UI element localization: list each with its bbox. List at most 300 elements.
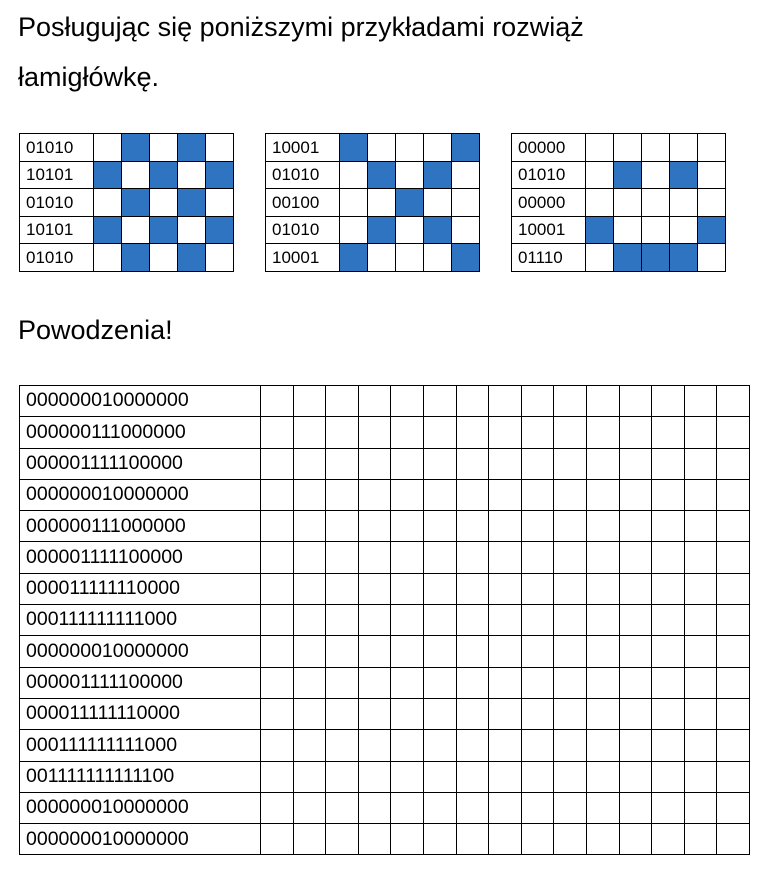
puzzle-cell[interactable]: [652, 636, 685, 667]
puzzle-cell[interactable]: [261, 573, 294, 604]
puzzle-cell[interactable]: [717, 792, 750, 823]
puzzle-cell[interactable]: [521, 636, 554, 667]
puzzle-cell[interactable]: [326, 605, 359, 636]
puzzle-cell[interactable]: [293, 417, 326, 448]
puzzle-cell[interactable]: [326, 417, 359, 448]
puzzle-cell[interactable]: [358, 479, 391, 510]
binary-code-label: 01010: [512, 161, 586, 189]
puzzle-cell[interactable]: [391, 824, 424, 855]
puzzle-cell[interactable]: [261, 730, 294, 761]
puzzle-cell[interactable]: [423, 573, 456, 604]
puzzle-cell[interactable]: [326, 636, 359, 667]
puzzle-cell[interactable]: [652, 698, 685, 729]
binary-code-label: 000011111110000: [20, 698, 261, 729]
puzzle-cell[interactable]: [326, 511, 359, 542]
puzzle-cell[interactable]: [358, 386, 391, 417]
puzzle-cell[interactable]: [489, 386, 522, 417]
puzzle-cell[interactable]: [619, 542, 652, 573]
puzzle-cell[interactable]: [652, 573, 685, 604]
example-row: [512, 134, 726, 162]
puzzle-cell[interactable]: [521, 698, 554, 729]
puzzle-cell[interactable]: [456, 573, 489, 604]
puzzle-cell[interactable]: [586, 479, 619, 510]
puzzle-cell[interactable]: [717, 605, 750, 636]
binary-code-label: 01010: [266, 216, 340, 244]
puzzle-cell[interactable]: [586, 448, 619, 479]
grid-cell: [150, 189, 178, 217]
puzzle-cell[interactable]: [489, 730, 522, 761]
example-row: [20, 134, 234, 162]
grid-cell: [340, 189, 368, 217]
grid-cell: [396, 216, 424, 244]
grid-cell: [368, 244, 396, 272]
puzzle-cell[interactable]: [521, 667, 554, 698]
puzzle-cell[interactable]: [326, 479, 359, 510]
example-grid-3: [511, 133, 726, 272]
grid-cell: [614, 189, 642, 217]
grid-cell: [452, 244, 480, 272]
puzzle-cell[interactable]: [456, 511, 489, 542]
puzzle-cell[interactable]: [554, 824, 587, 855]
puzzle-cell[interactable]: [456, 417, 489, 448]
puzzle-cell[interactable]: [684, 417, 717, 448]
puzzle-cell[interactable]: [456, 479, 489, 510]
puzzle-cell[interactable]: [521, 792, 554, 823]
puzzle-cell[interactable]: [293, 636, 326, 667]
puzzle-cell[interactable]: [261, 824, 294, 855]
puzzle-cell[interactable]: [684, 605, 717, 636]
puzzle-cell[interactable]: [619, 479, 652, 510]
puzzle-cell[interactable]: [554, 667, 587, 698]
puzzle-cell[interactable]: [489, 824, 522, 855]
puzzle-cell[interactable]: [423, 636, 456, 667]
grid-cell: [614, 161, 642, 189]
grid-cell: [614, 244, 642, 272]
grid-cell: [670, 244, 698, 272]
puzzle-cell[interactable]: [261, 761, 294, 792]
puzzle-cell[interactable]: [293, 761, 326, 792]
puzzle-cell[interactable]: [293, 511, 326, 542]
puzzle-cell[interactable]: [652, 542, 685, 573]
puzzle-row: [20, 511, 750, 542]
puzzle-cell[interactable]: [456, 761, 489, 792]
puzzle-cell[interactable]: [619, 698, 652, 729]
puzzle-cell[interactable]: [391, 792, 424, 823]
binary-code-label: 000111111111000: [20, 730, 261, 761]
puzzle-cell[interactable]: [684, 448, 717, 479]
puzzle-cell[interactable]: [326, 698, 359, 729]
puzzle-cell[interactable]: [423, 698, 456, 729]
example-grid-2: [265, 133, 480, 272]
puzzle-cell[interactable]: [586, 636, 619, 667]
puzzle-cell[interactable]: [326, 573, 359, 604]
puzzle-cell[interactable]: [489, 605, 522, 636]
puzzle-cell[interactable]: [521, 479, 554, 510]
puzzle-cell[interactable]: [423, 417, 456, 448]
puzzle-row: [20, 792, 750, 823]
puzzle-cell[interactable]: [554, 417, 587, 448]
puzzle-cell[interactable]: [554, 479, 587, 510]
grid-cell: [122, 244, 150, 272]
puzzle-cell[interactable]: [326, 448, 359, 479]
puzzle-cell[interactable]: [456, 730, 489, 761]
puzzle-cell[interactable]: [717, 824, 750, 855]
binary-code-label: 000011111110000: [20, 573, 261, 604]
puzzle-cell[interactable]: [554, 386, 587, 417]
puzzle-cell[interactable]: [717, 761, 750, 792]
puzzle-cell[interactable]: [554, 511, 587, 542]
binary-code-label: 00000: [512, 189, 586, 217]
puzzle-cell[interactable]: [586, 542, 619, 573]
puzzle-row: [20, 605, 750, 636]
binary-code-label: 01010: [20, 189, 94, 217]
puzzle-cell[interactable]: [358, 605, 391, 636]
puzzle-cell[interactable]: [261, 479, 294, 510]
binary-code-label: 000111111111000: [20, 605, 261, 636]
puzzle-cell[interactable]: [717, 667, 750, 698]
puzzle-cell[interactable]: [684, 573, 717, 604]
puzzle-cell[interactable]: [391, 761, 424, 792]
grid-cell: [340, 161, 368, 189]
puzzle-cell[interactable]: [717, 573, 750, 604]
grid-cell: [642, 216, 670, 244]
grid-cell: [368, 161, 396, 189]
puzzle-cell[interactable]: [717, 511, 750, 542]
puzzle-cell[interactable]: [586, 667, 619, 698]
puzzle-cell[interactable]: [391, 511, 424, 542]
puzzle-cell[interactable]: [293, 479, 326, 510]
puzzle-cell[interactable]: [652, 792, 685, 823]
puzzle-cell[interactable]: [391, 417, 424, 448]
puzzle-cell[interactable]: [717, 417, 750, 448]
puzzle-cell[interactable]: [261, 667, 294, 698]
grid-cell: [150, 161, 178, 189]
grid-cell: [698, 189, 726, 217]
puzzle-cell[interactable]: [456, 636, 489, 667]
puzzle-cell[interactable]: [358, 448, 391, 479]
puzzle-cell[interactable]: [652, 761, 685, 792]
puzzle-cell[interactable]: [358, 417, 391, 448]
puzzle-cell[interactable]: [423, 824, 456, 855]
grid-cell: [94, 244, 122, 272]
puzzle-cell[interactable]: [326, 761, 359, 792]
grid-cell: [614, 216, 642, 244]
puzzle-cell[interactable]: [391, 386, 424, 417]
grid-cell: [670, 161, 698, 189]
puzzle-row: [20, 448, 750, 479]
puzzle-cell[interactable]: [521, 386, 554, 417]
puzzle-cell[interactable]: [391, 667, 424, 698]
puzzle-cell[interactable]: [293, 792, 326, 823]
puzzle-cell[interactable]: [456, 824, 489, 855]
puzzle-cell[interactable]: [521, 730, 554, 761]
puzzle-cell[interactable]: [521, 542, 554, 573]
puzzle-cell[interactable]: [684, 542, 717, 573]
puzzle-cell[interactable]: [521, 573, 554, 604]
puzzle-cell[interactable]: [423, 792, 456, 823]
puzzle-cell[interactable]: [423, 605, 456, 636]
puzzle-cell[interactable]: [521, 511, 554, 542]
puzzle-cell[interactable]: [619, 761, 652, 792]
puzzle-cell[interactable]: [521, 605, 554, 636]
puzzle-cell[interactable]: [684, 511, 717, 542]
puzzle-cell[interactable]: [489, 479, 522, 510]
puzzle-cell[interactable]: [293, 386, 326, 417]
puzzle-cell[interactable]: [521, 761, 554, 792]
grid-cell: [178, 244, 206, 272]
puzzle-cell[interactable]: [261, 448, 294, 479]
grid-cell: [642, 189, 670, 217]
puzzle-cell[interactable]: [358, 698, 391, 729]
puzzle-cell[interactable]: [489, 636, 522, 667]
example-row: [512, 189, 726, 217]
puzzle-cell[interactable]: [326, 386, 359, 417]
puzzle-cell[interactable]: [358, 761, 391, 792]
puzzle-cell[interactable]: [586, 730, 619, 761]
puzzle-cell[interactable]: [456, 792, 489, 823]
puzzle-cell[interactable]: [554, 542, 587, 573]
puzzle-cell[interactable]: [423, 542, 456, 573]
puzzle-cell[interactable]: [423, 667, 456, 698]
binary-code-label: 000000010000000: [20, 479, 261, 510]
puzzle-cell[interactable]: [717, 730, 750, 761]
puzzle-cell[interactable]: [326, 824, 359, 855]
puzzle-cell[interactable]: [293, 698, 326, 729]
binary-code-label: 000000010000000: [20, 792, 261, 823]
puzzle-cell[interactable]: [293, 605, 326, 636]
binary-code-label: 000000010000000: [20, 636, 261, 667]
binary-code-label: 000001111100000: [20, 667, 261, 698]
puzzle-cell[interactable]: [652, 448, 685, 479]
puzzle-cell[interactable]: [554, 605, 587, 636]
puzzle-cell[interactable]: [293, 542, 326, 573]
puzzle-cell[interactable]: [261, 417, 294, 448]
puzzle-cell[interactable]: [358, 730, 391, 761]
puzzle-cell[interactable]: [684, 824, 717, 855]
puzzle-cell[interactable]: [261, 636, 294, 667]
puzzle-cell[interactable]: [358, 511, 391, 542]
puzzle-cell[interactable]: [684, 386, 717, 417]
puzzle-cell[interactable]: [293, 448, 326, 479]
grid-cell: [206, 161, 234, 189]
grid-cell: [670, 216, 698, 244]
example-row: [266, 216, 480, 244]
puzzle-cell[interactable]: [358, 636, 391, 667]
puzzle-cell[interactable]: [293, 730, 326, 761]
instruction-text: Posługując się poniższymi przykładami rozwiąż łamigłówkę.: [18, 12, 584, 92]
puzzle-cell[interactable]: [554, 448, 587, 479]
grid-cell: [122, 189, 150, 217]
grid-cell: [122, 134, 150, 162]
puzzle-cell[interactable]: [652, 824, 685, 855]
puzzle-cell[interactable]: [261, 386, 294, 417]
puzzle-cell[interactable]: [489, 511, 522, 542]
grid-cell: [396, 134, 424, 162]
puzzle-cell[interactable]: [554, 636, 587, 667]
puzzle-cell[interactable]: [554, 730, 587, 761]
grid-cell: [424, 244, 452, 272]
binary-code-label: 00000: [512, 134, 586, 162]
puzzle-cell[interactable]: [521, 448, 554, 479]
puzzle-cell[interactable]: [717, 698, 750, 729]
puzzle-cell[interactable]: [423, 479, 456, 510]
puzzle-cell[interactable]: [554, 573, 587, 604]
puzzle-cell[interactable]: [586, 386, 619, 417]
puzzle-cell[interactable]: [684, 667, 717, 698]
puzzle-cell[interactable]: [489, 698, 522, 729]
puzzle-cell[interactable]: [619, 386, 652, 417]
puzzle-cell[interactable]: [652, 386, 685, 417]
puzzle-cell[interactable]: [423, 448, 456, 479]
puzzle-cell[interactable]: [358, 792, 391, 823]
binary-code-label: 000000010000000: [20, 386, 261, 417]
puzzle-cell[interactable]: [489, 542, 522, 573]
puzzle-cell[interactable]: [326, 792, 359, 823]
grid-cell: [368, 189, 396, 217]
puzzle-cell[interactable]: [586, 573, 619, 604]
puzzle-cell[interactable]: [358, 824, 391, 855]
grid-cell: [150, 134, 178, 162]
puzzle-cell[interactable]: [456, 542, 489, 573]
puzzle-cell[interactable]: [391, 448, 424, 479]
puzzle-cell[interactable]: [652, 479, 685, 510]
binary-code-label: 000000111000000: [20, 417, 261, 448]
puzzle-cell[interactable]: [554, 698, 587, 729]
puzzle-cell[interactable]: [619, 511, 652, 542]
puzzle-cell[interactable]: [391, 573, 424, 604]
grid-cell: [340, 216, 368, 244]
puzzle-cell[interactable]: [619, 824, 652, 855]
puzzle-cell[interactable]: [456, 698, 489, 729]
grid-cell: [206, 216, 234, 244]
puzzle-cell[interactable]: [261, 605, 294, 636]
puzzle-cell[interactable]: [684, 792, 717, 823]
puzzle-cell[interactable]: [423, 386, 456, 417]
puzzle-cell[interactable]: [293, 824, 326, 855]
puzzle-cell[interactable]: [586, 698, 619, 729]
grid-cell: [642, 244, 670, 272]
puzzle-cell[interactable]: [326, 730, 359, 761]
puzzle-cell[interactable]: [293, 667, 326, 698]
puzzle-cell[interactable]: [586, 824, 619, 855]
puzzle-row: [20, 542, 750, 573]
puzzle-cell[interactable]: [586, 761, 619, 792]
puzzle-cell[interactable]: [423, 761, 456, 792]
puzzle-row: [20, 730, 750, 761]
puzzle-row: [20, 824, 750, 855]
puzzle-cell[interactable]: [652, 417, 685, 448]
puzzle-cell[interactable]: [489, 417, 522, 448]
puzzle-cell[interactable]: [717, 542, 750, 573]
puzzle-cell[interactable]: [326, 667, 359, 698]
puzzle-cell[interactable]: [261, 542, 294, 573]
puzzle-cell[interactable]: [586, 511, 619, 542]
grid-cell: [178, 134, 206, 162]
puzzle-cell[interactable]: [423, 511, 456, 542]
puzzle-cell[interactable]: [619, 605, 652, 636]
puzzle-cell[interactable]: [456, 386, 489, 417]
grid-cell: [340, 134, 368, 162]
puzzle-cell[interactable]: [684, 636, 717, 667]
puzzle-cell[interactable]: [456, 448, 489, 479]
puzzle-cell[interactable]: [261, 698, 294, 729]
example-row: [266, 244, 480, 272]
grid-cell: [698, 161, 726, 189]
puzzle-cell[interactable]: [261, 792, 294, 823]
puzzle-cell[interactable]: [652, 667, 685, 698]
puzzle-cell[interactable]: [684, 730, 717, 761]
grid-cell: [586, 189, 614, 217]
puzzle-cell[interactable]: [619, 636, 652, 667]
puzzle-cell[interactable]: [586, 417, 619, 448]
puzzle-cell[interactable]: [586, 792, 619, 823]
puzzle-cell[interactable]: [684, 479, 717, 510]
puzzle-row: [20, 417, 750, 448]
puzzle-cell[interactable]: [684, 698, 717, 729]
puzzle-cell[interactable]: [619, 730, 652, 761]
grid-cell: [586, 216, 614, 244]
puzzle-cell[interactable]: [358, 542, 391, 573]
puzzle-cell[interactable]: [391, 730, 424, 761]
puzzle-cell[interactable]: [521, 824, 554, 855]
puzzle-row: [20, 761, 750, 792]
puzzle-cell[interactable]: [717, 448, 750, 479]
puzzle-cell[interactable]: [489, 792, 522, 823]
puzzle-cell[interactable]: [652, 605, 685, 636]
puzzle-cell[interactable]: [619, 792, 652, 823]
puzzle-cell[interactable]: [358, 667, 391, 698]
binary-code-label: 10101: [20, 216, 94, 244]
puzzle-cell[interactable]: [391, 636, 424, 667]
puzzle-cell[interactable]: [456, 667, 489, 698]
puzzle-cell[interactable]: [586, 605, 619, 636]
puzzle-cell[interactable]: [717, 386, 750, 417]
grid-cell: [698, 244, 726, 272]
puzzle-cell[interactable]: [554, 792, 587, 823]
puzzle-cell[interactable]: [619, 573, 652, 604]
grid-cell: [340, 244, 368, 272]
puzzle-cell[interactable]: [456, 605, 489, 636]
binary-code-label: 000000111000000: [20, 511, 261, 542]
puzzle-cell[interactable]: [489, 761, 522, 792]
puzzle-cell[interactable]: [391, 479, 424, 510]
puzzle-cell[interactable]: [391, 542, 424, 573]
puzzle-cell[interactable]: [423, 730, 456, 761]
puzzle-cell[interactable]: [489, 448, 522, 479]
grid-cell: [122, 216, 150, 244]
puzzle-cell[interactable]: [489, 667, 522, 698]
puzzle-cell[interactable]: [521, 417, 554, 448]
grid-cell: [424, 134, 452, 162]
puzzle-cell[interactable]: [358, 573, 391, 604]
puzzle-cell[interactable]: [391, 605, 424, 636]
puzzle-cell[interactable]: [684, 761, 717, 792]
puzzle-cell[interactable]: [652, 511, 685, 542]
puzzle-cell[interactable]: [619, 667, 652, 698]
puzzle-cell[interactable]: [261, 511, 294, 542]
puzzle-cell[interactable]: [717, 636, 750, 667]
puzzle-cell[interactable]: [619, 448, 652, 479]
puzzle-cell[interactable]: [554, 761, 587, 792]
puzzle-cell[interactable]: [652, 730, 685, 761]
grid-cell: [122, 161, 150, 189]
puzzle-cell[interactable]: [391, 698, 424, 729]
puzzle-cell[interactable]: [717, 479, 750, 510]
puzzle-cell[interactable]: [293, 573, 326, 604]
puzzle-cell[interactable]: [489, 573, 522, 604]
puzzle-cell[interactable]: [619, 417, 652, 448]
puzzle-cell[interactable]: [326, 542, 359, 573]
